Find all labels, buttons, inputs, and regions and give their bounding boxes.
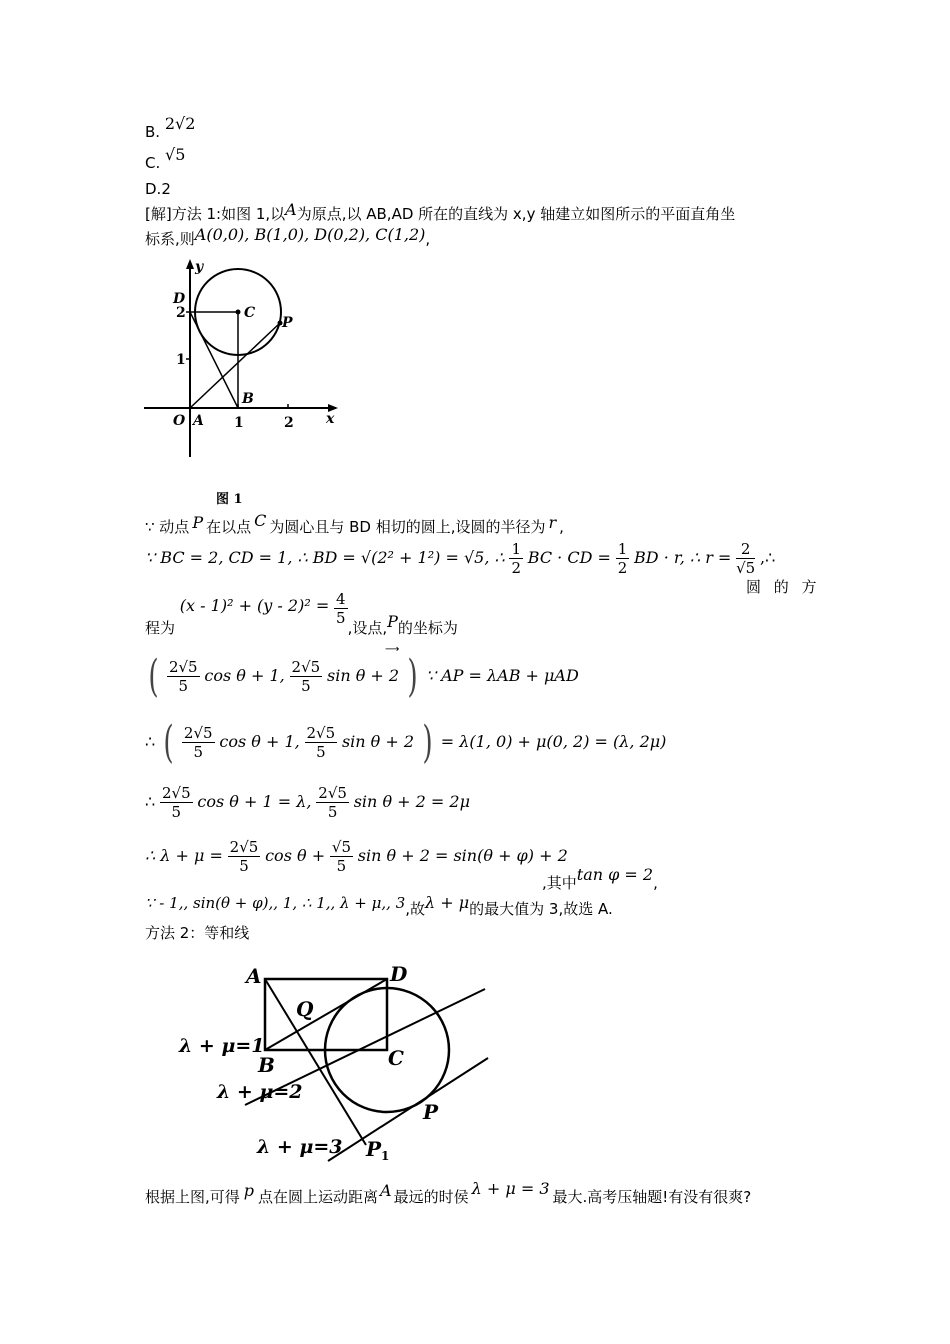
step-2-math-a: ∵ BC = 2, CD = 1, ∴ BD = √(2² + 1²) = √5, ∴: [145, 548, 505, 567]
step-5-frac-2-den: 5: [316, 743, 326, 761]
step-5-math-a: cos θ + 1,: [219, 732, 300, 751]
solution-line-2-end: ,: [425, 230, 431, 248]
tick-label-y1: 1: [176, 352, 186, 368]
step-4-paren-right: ): [407, 651, 418, 702]
step-4: [145, 651, 579, 702]
step-6-frac-2-num: 2√5: [318, 784, 347, 802]
label-d: D: [173, 291, 186, 307]
step-2: [145, 540, 775, 577]
step-7-text-e: ,: [653, 874, 658, 892]
label-b: B: [242, 391, 254, 407]
label-a: A: [193, 413, 204, 429]
step-2-frac-3: [736, 540, 755, 577]
step-6-frac-1: [160, 784, 193, 821]
step-2-math-c: BD · r, ∴ r =: [634, 548, 732, 567]
solution-line-2: [145, 225, 431, 249]
conclusion-math: λ + μ = 3: [471, 1179, 550, 1198]
option-b: [145, 114, 196, 141]
label-p: P: [282, 315, 293, 331]
step-5-paren-right: ): [422, 717, 433, 768]
label-q: Q: [296, 997, 314, 1021]
option-b-label: B.: [145, 123, 161, 141]
solution-line-1-var: A: [285, 200, 297, 219]
segment-ap: [190, 323, 280, 408]
step-2-frac-3-num: 2: [736, 540, 755, 559]
step-7-frac-2-den: 5: [336, 857, 347, 875]
step-7-math-d: tan φ = 2: [576, 865, 654, 884]
step-3-frac-den: 5: [336, 609, 346, 627]
option-c-label: C.: [145, 154, 161, 172]
step-7-math-a: cos θ +: [265, 846, 326, 865]
step-8-math: ∵ - 1,, sin(θ + φ),, 1, ∴ 1,, λ + μ,, 3: [145, 894, 406, 912]
step-1-text-b: 在以点: [206, 518, 252, 536]
option-b-value: 2√2: [164, 114, 196, 133]
y-axis-arrow: [186, 259, 194, 269]
step-5-paren-left: (: [163, 717, 174, 768]
step-7-tail: [542, 864, 658, 892]
step-4-math-a: cos θ + 1,: [204, 666, 285, 685]
option-c: [145, 145, 186, 172]
step-7-text-c: ,其中: [542, 874, 577, 892]
step-6-math-b: sin θ + 2 = 2μ: [353, 792, 470, 811]
label-b-2: B: [258, 1053, 275, 1077]
step-4-frac-2-den: 5: [301, 677, 311, 695]
option-d: D.2: [145, 180, 171, 198]
figure-1-caption: 图 1: [216, 492, 243, 507]
step-2-tail: 圆 的 方: [746, 578, 821, 596]
solution-line-2-text: 标系,则: [145, 230, 195, 248]
vector-arrow-icon: ⟶: [385, 644, 400, 655]
step-7-lead: ∴ λ + μ =: [145, 846, 223, 865]
label-p-2: P: [423, 1100, 439, 1124]
step-4-math-c: ∵ AP = λAB + μAD: [425, 666, 579, 685]
step-7: [145, 838, 568, 875]
label-c: C: [244, 305, 256, 321]
step-2-frac-2-num: 1: [617, 540, 628, 558]
step-3-math: (x - 1)² + (y - 2)² =: [179, 596, 330, 615]
step-7-frac-2-num: √5: [331, 838, 351, 856]
solution-line-2-coords: A(0,0), B(1,0), D(0,2), C(1,2): [194, 225, 426, 244]
step-1-var-p: P: [192, 513, 204, 532]
step-7-math-b: sin θ + 2 = sin(θ + φ) + 2: [357, 846, 568, 865]
solution-line-1-text-b: 为原点,以 AB,AD 所在的直线为 x,y 轴建立如图所示的平面直角坐: [296, 205, 736, 223]
step-4-frac-1-den: 5: [178, 677, 189, 695]
step-1-var-c: C: [254, 511, 267, 530]
figure-1: [140, 255, 360, 465]
step-5-frac-2-num: 2√5: [306, 724, 336, 742]
step-5-frac-1-num: 2√5: [183, 724, 213, 742]
conclusion-text-d: 最大.高考压轴题!有没有很爽?: [552, 1188, 752, 1206]
conclusion-text-a: 根据上图,可得: [145, 1188, 240, 1206]
conclusion-var-p: p: [243, 1181, 255, 1200]
step-3-frac-num: 4: [336, 590, 346, 608]
step-7-frac-1-den: 5: [239, 857, 249, 875]
step-7-frac-1-num: 2√5: [229, 838, 259, 856]
step-5-math-c: = λ(1, 0) + μ(0, 2) = (λ, 2μ): [440, 732, 667, 751]
tick-label-y2: 2: [176, 305, 186, 321]
label-a-2: A: [246, 964, 262, 988]
conclusion-text-b: 点在圆上运动距离: [258, 1188, 379, 1206]
conclusion-var-a: A: [380, 1181, 392, 1200]
step-5-lead: ∴: [145, 732, 156, 751]
step-7-frac-2: [330, 838, 353, 875]
step-4-paren-left: (: [148, 651, 159, 702]
step-6-frac-2-den: 5: [327, 803, 338, 821]
line-a-p1: [265, 979, 366, 1145]
step-2-frac-3-den: √5: [736, 559, 756, 577]
step-8: [145, 892, 613, 918]
step-1-text-c: 为圆心且与 BD 相切的圆上,设圆的半径为: [269, 518, 546, 536]
label-d-2: D: [390, 962, 408, 986]
step-4-math-b: sin θ + 2: [326, 666, 400, 685]
step-2-frac-2: [616, 540, 630, 577]
step-6: [145, 784, 470, 821]
step-1-text-a: ∵ 动点: [145, 518, 190, 536]
step-2-frac-1-den: 2: [511, 559, 521, 577]
step-4-frac-1: [167, 658, 200, 695]
step-7-frac-1: [228, 838, 261, 875]
step-5: [145, 717, 666, 768]
solution-line-1: [145, 200, 736, 224]
label-x: x: [326, 411, 335, 427]
step-3-text-a: 程为: [145, 619, 176, 637]
option-c-value: √5: [165, 145, 186, 164]
label-o: O: [173, 413, 186, 429]
step-3-text-b: ,设点,: [347, 619, 388, 637]
step-6-lead: ∴: [145, 792, 156, 811]
iso-label-1: λ + μ=1: [179, 1035, 265, 1057]
solution-line-1-text: [解]方法 1:如图 1,以: [145, 205, 286, 223]
step-5-frac-2: [305, 724, 338, 761]
step-3-text-c: 的坐标为: [397, 619, 458, 637]
step-6-frac-1-den: 5: [171, 803, 182, 821]
step-8-text-b: ,故: [405, 900, 426, 918]
tick-label-x1: 1: [234, 415, 244, 431]
step-5-math-b: sin θ + 2: [341, 732, 415, 751]
conclusion-text-c: 最远的时侯: [393, 1188, 469, 1206]
step-1-var-r: r: [548, 513, 557, 532]
step-5-frac-1-den: 5: [193, 743, 204, 761]
step-1-text-d: ,: [559, 518, 564, 536]
point-c: [236, 310, 241, 315]
step-2-frac-2-den: 2: [617, 559, 628, 577]
iso-line-3: [328, 1058, 488, 1161]
method-2-title: 方法 2：等和线: [145, 924, 250, 942]
step-3: [145, 590, 458, 637]
step-2-math-end: ,∴: [760, 548, 776, 567]
step-4-frac-2: [290, 658, 323, 695]
iso-label-3: λ + μ=3: [257, 1136, 343, 1158]
step-8-text-d: 的最大值为 3,故选 A.: [469, 900, 613, 918]
step-2-math-b: BC · CD =: [527, 548, 611, 567]
step-1: [145, 511, 564, 537]
figure-2: [170, 955, 500, 1175]
step-3-var-p: P: [387, 612, 398, 631]
step-8-math-c: λ + μ: [425, 893, 470, 912]
iso-label-2: λ + μ=2: [217, 1081, 303, 1103]
step-5-frac-1: [182, 724, 215, 761]
conclusion: [145, 1179, 752, 1207]
tick-label-x2: 2: [284, 415, 294, 431]
step-2-frac-1-num: 1: [511, 540, 521, 558]
step-6-math-a: cos θ + 1 = λ,: [197, 792, 312, 811]
step-6-frac-2: [316, 784, 349, 821]
step-3-frac: [334, 590, 348, 627]
label-y: y: [195, 259, 204, 275]
step-6-frac-1-num: 2√5: [161, 784, 191, 802]
step-2-frac-1: [509, 540, 523, 577]
step-4-frac-1-num: 2√5: [168, 658, 198, 676]
label-p1: $P_1$: [366, 1137, 390, 1163]
label-c-2: C: [388, 1046, 404, 1070]
step-4-frac-2-num: 2√5: [291, 658, 321, 676]
